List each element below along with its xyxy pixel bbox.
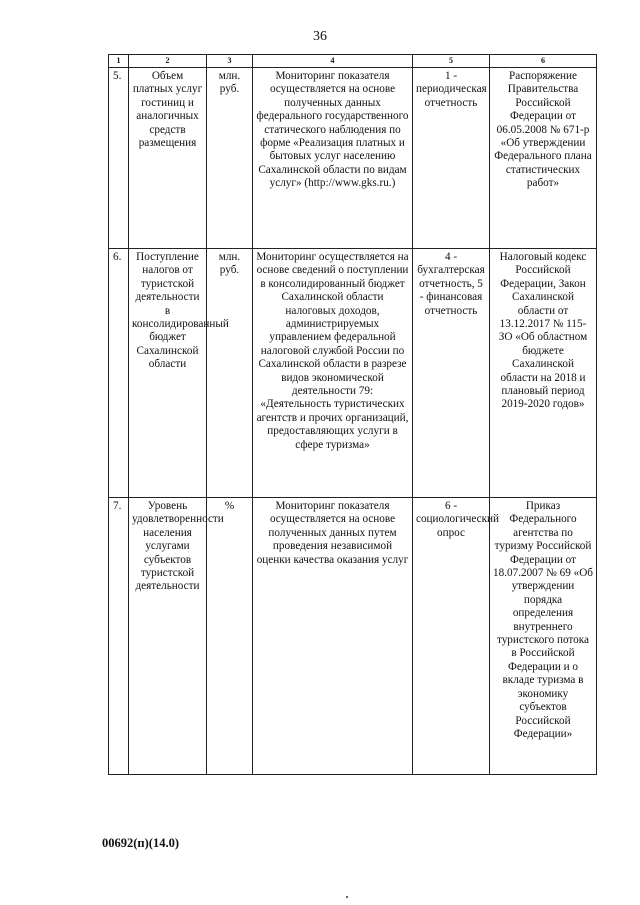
row-number: 7. bbox=[109, 498, 129, 775]
table-row bbox=[109, 498, 597, 775]
document-code: 00692(п)(14.0) bbox=[102, 836, 179, 850]
indicator-name: Уровень удовлетворенности населения услугами субъектов туристской деятельности bbox=[129, 498, 207, 775]
header-cell: 1 bbox=[109, 55, 129, 68]
calculation-method: Мониторинг осуществляется на основе сведений о поступлении в консолидированный бюджет Сахалинской области налоговых доходов, администрируемых управлением федеральной налоговой службой России по Сахалинской области в разрезе видов экономической деятельности 79: «Деятельность туристических агентств и прочих организаций, предоставляющих услуги в сфере туризма» bbox=[253, 249, 413, 498]
data-source: 1 - периодическая отчетность bbox=[413, 68, 490, 249]
legal-basis: Приказ Федерального агентства по туризму Российской Федерации от 18.07.2007 № 69 «Об утверждении порядка определения внутреннего туристского потока в Российской Федерации и о вкладе туризма в экономику субъектов Российской Федерации» bbox=[490, 498, 597, 775]
page-number: 36 bbox=[313, 29, 327, 44]
data-source: 4 - бухгалтерская отчетность, 5 - финансовая отчетность bbox=[413, 249, 490, 498]
row-number: 6. bbox=[109, 249, 129, 498]
header-cell: 6 bbox=[490, 55, 597, 68]
legal-basis: Распоряжение Правительства Российской Федерации от 06.05.2008 № 671-р «Об утверждении Федерального плана статистических работ» bbox=[490, 68, 597, 249]
unit-of-measure: млн. руб. bbox=[207, 249, 253, 498]
header-cell: 3 bbox=[207, 55, 253, 68]
row-number: 5. bbox=[109, 68, 129, 249]
indicator-name: Объем платных услуг гостиниц и аналогичных средств размещения bbox=[129, 68, 207, 249]
unit-of-measure: % bbox=[207, 498, 253, 775]
header-cell: 4 bbox=[253, 55, 413, 68]
scan-dot-mark bbox=[346, 896, 348, 898]
table-header-row bbox=[109, 55, 597, 68]
header-cell: 5 bbox=[413, 55, 490, 68]
header-cell: 2 bbox=[129, 55, 207, 68]
calculation-method: Мониторинг показателя осуществляется на основе полученных данных путем проведения независимой оценки качества оказания услуг bbox=[253, 498, 413, 775]
indicator-name: Поступление налогов от туристской деятельности в консолидированный бюджет Сахалинской области bbox=[129, 249, 207, 498]
table-row bbox=[109, 249, 597, 498]
table-row bbox=[109, 68, 597, 249]
unit-of-measure: млн. руб. bbox=[207, 68, 253, 249]
legal-basis: Налоговый кодекс Российской Федерации, Закон Сахалинской области от 13.12.2017 № 115-ЗО «Об областном бюджете Сахалинской области на 2018 и плановый период 2019-2020 годов» bbox=[490, 249, 597, 498]
calculation-method: Мониторинг показателя осуществляется на основе полученных данных федерального государственного статического наблюдения по форме «Реализация платных и бытовых услуг населению Сахалинской области по видам услуг» (http://www.gks.ru.) bbox=[253, 68, 413, 249]
data-source: 6 - социологический опрос bbox=[413, 498, 490, 775]
indicator-table bbox=[108, 54, 597, 775]
